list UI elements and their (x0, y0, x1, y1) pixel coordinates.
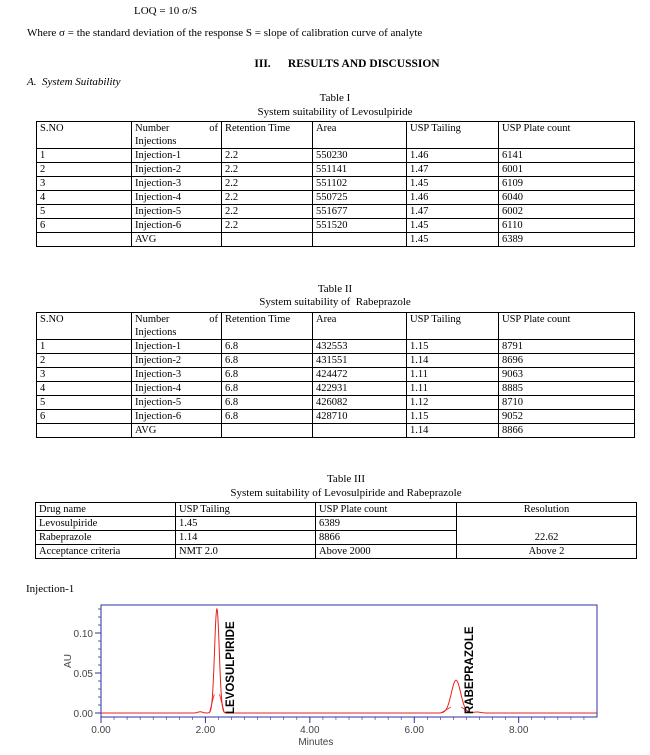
table1-header-cell: S.NO (37, 122, 132, 149)
table2-cell: 6.8 (222, 368, 313, 382)
table2-cell: 3 (37, 368, 132, 382)
table1-cell: 1.47 (407, 205, 499, 219)
table3-header-cell: Resolution (457, 503, 637, 517)
table2-row (37, 340, 635, 354)
table3-cell: 1.45 (176, 517, 316, 531)
table2-cell: Injection-6 (132, 410, 222, 424)
table2-cell: 1.15 (407, 410, 499, 424)
peak-label: LEVOSULPIRIDE (224, 621, 237, 714)
table2-header-cell: USP Tailing (407, 313, 499, 340)
table1-cell: 1 (37, 149, 132, 163)
table2-cell: 6.8 (222, 396, 313, 410)
section-heading: III. RESULTS AND DISCUSSION (254, 58, 440, 70)
table1-cell: 1.45 (407, 233, 499, 247)
table1-cell: 6389 (499, 233, 635, 247)
table3-cell: Above 2 (457, 545, 637, 559)
table1-cell: 1.46 (407, 149, 499, 163)
x-axis-label: Minutes (298, 737, 334, 748)
table2-row (37, 368, 635, 382)
table1-cell: 1.45 (407, 177, 499, 191)
table2-cell: 424472 (313, 368, 407, 382)
table2-cell: 9063 (499, 368, 635, 382)
table1-title: System suitability of Levosulpiride (257, 106, 413, 118)
table2-cell (222, 424, 313, 438)
table1-row (37, 205, 635, 219)
table1-cell: 6002 (499, 205, 635, 219)
table2-cell (37, 424, 132, 438)
table2-row (37, 396, 635, 410)
y-tick-label: 0.00 (73, 709, 93, 720)
x-tick-label: 0.00 (91, 725, 111, 736)
table2-cell: 1.11 (407, 382, 499, 396)
table3-header-cell: USP Plate count (316, 503, 457, 517)
table1-cell: 6040 (499, 191, 635, 205)
table3-cell: 6389 (316, 517, 457, 531)
table1-cell: 2.2 (222, 163, 313, 177)
table2-cell: 5 (37, 396, 132, 410)
table1-cell: Injection-5 (132, 205, 222, 219)
table3-row (36, 517, 637, 531)
table2-cell: 1.14 (407, 424, 499, 438)
table2-cell: 6.8 (222, 340, 313, 354)
table2-cell: 9052 (499, 410, 635, 424)
table1-row (37, 149, 635, 163)
table3-cell: Acceptance criteria (36, 545, 176, 559)
table2-cell: 431551 (313, 354, 407, 368)
chromatogram-label: Injection-1 (26, 583, 75, 595)
table3-header-cell: USP Tailing (176, 503, 316, 517)
table1-label: Table I (319, 92, 351, 104)
table1-header-cell: USP Plate count (499, 122, 635, 149)
table1-header-row (37, 122, 635, 149)
loq-formula: LOQ = 10 σ/S (134, 5, 198, 17)
table3-header-cell: Drug name (36, 503, 176, 517)
table1-cell: 2.2 (222, 177, 313, 191)
table1-header-cell: Number of Injections (132, 122, 222, 149)
chromatogram-trace (101, 609, 597, 713)
table2-cell: AVG (132, 424, 222, 438)
table2-cell: 6.8 (222, 382, 313, 396)
table2-cell: Injection-4 (132, 382, 222, 396)
table1-avg-row (37, 233, 635, 247)
table1-cell: 5 (37, 205, 132, 219)
table1-header-cell: Area (313, 122, 407, 149)
table2-cell: 432553 (313, 340, 407, 354)
table1-cell: 1.47 (407, 163, 499, 177)
table1 (36, 121, 635, 247)
table2-header-cell: Retention Time (222, 313, 313, 340)
table2-cell: 6.8 (222, 410, 313, 424)
integration-mark (220, 694, 225, 713)
table2-cell: Injection-1 (132, 340, 222, 354)
table1-header-cell: Retention Time (222, 122, 313, 149)
table1-cell: AVG (132, 233, 222, 247)
y-tick-label: 0.10 (73, 629, 93, 640)
table1-cell: Injection-1 (132, 149, 222, 163)
table1-row (37, 191, 635, 205)
table2-cell: 8710 (499, 396, 635, 410)
table2-cell: 428710 (313, 410, 407, 424)
table1-cell: 551141 (313, 163, 407, 177)
table3-header-row (36, 503, 637, 517)
table2-cell: 8696 (499, 354, 635, 368)
table3-cell: NMT 2.0 (176, 545, 316, 559)
table2-cell: 1.15 (407, 340, 499, 354)
table3-cell: 1.14 (176, 531, 316, 545)
table2-cell: Injection-5 (132, 396, 222, 410)
table2-row (37, 354, 635, 368)
table3-resolution-cell: 22.62 (457, 517, 637, 545)
table2-cell: 1 (37, 340, 132, 354)
table2-header-cell: S.NO (37, 313, 132, 340)
table1-cell: 3 (37, 177, 132, 191)
where-text: Where σ = the standard deviation of the response S = slope of calibration curve of analyte (27, 27, 423, 39)
table3-cell: Rabeprazole (36, 531, 176, 545)
table1-cell: 551520 (313, 219, 407, 233)
table1-cell: 6110 (499, 219, 635, 233)
x-tick-label: 2.00 (195, 725, 216, 736)
x-tick-label: 4.00 (300, 725, 320, 736)
table2-header-cell: Number of Injections (132, 313, 222, 340)
table1-cell: Injection-4 (132, 191, 222, 205)
table3-title: System suitability of Levosulpiride and Rabeprazole (230, 487, 462, 499)
table2-header-cell: USP Plate count (499, 313, 635, 340)
table1-cell: 2.2 (222, 191, 313, 205)
table2-cell (313, 424, 407, 438)
table1-cell: 2.2 (222, 205, 313, 219)
table2-cell: 8866 (499, 424, 635, 438)
table2-cell: 4 (37, 382, 132, 396)
table1-cell: 6 (37, 219, 132, 233)
table1-header-cell: USP Tailing (407, 122, 499, 149)
x-tick-label: 6.00 (404, 725, 424, 736)
subsection-heading: A. System Suitability (27, 76, 121, 88)
table1-cell (37, 233, 132, 247)
table3 (35, 502, 637, 559)
table2-cell: 426082 (313, 396, 407, 410)
table1-cell: 2 (37, 163, 132, 177)
plot-frame (101, 605, 597, 717)
table2 (36, 312, 635, 438)
table2-cell: 8791 (499, 340, 635, 354)
table2-title: System suitability of Rabeprazole (259, 296, 411, 308)
table2-cell: 1.12 (407, 396, 499, 410)
table2-header-row (37, 313, 635, 340)
table2-row (37, 382, 635, 396)
table1-cell: 6001 (499, 163, 635, 177)
table1-cell: Injection-3 (132, 177, 222, 191)
table1-row (37, 163, 635, 177)
table1-cell: 1.45 (407, 219, 499, 233)
table2-cell: Injection-3 (132, 368, 222, 382)
table1-cell: 1.46 (407, 191, 499, 205)
table1-cell: Injection-6 (132, 219, 222, 233)
table2-cell: Injection-2 (132, 354, 222, 368)
table1-cell: 6109 (499, 177, 635, 191)
table2-cell: 8885 (499, 382, 635, 396)
table2-row (37, 410, 635, 424)
integration-mark (209, 694, 214, 713)
table1-cell: 2.2 (222, 219, 313, 233)
table2-cell: 2 (37, 354, 132, 368)
table1-cell: 2.2 (222, 149, 313, 163)
table2-cell: 422931 (313, 382, 407, 396)
table3-cell: Levosulpiride (36, 517, 176, 531)
table1-row (37, 219, 635, 233)
table3-cell: 8866 (316, 531, 457, 545)
table1-cell: Injection-2 (132, 163, 222, 177)
table2-label: Table II (317, 283, 353, 295)
table1-cell: 551102 (313, 177, 407, 191)
table3-acceptance-row (36, 545, 637, 559)
chromatogram-chart (0, 595, 650, 755)
table3-label: Table III (326, 473, 365, 485)
table1-cell (222, 233, 313, 247)
table2-cell: 1.14 (407, 354, 499, 368)
table1-cell: 550725 (313, 191, 407, 205)
y-axis-label: AU (63, 654, 74, 668)
table1-row (37, 177, 635, 191)
y-tick-label: 0.05 (73, 669, 93, 680)
table1-cell (313, 233, 407, 247)
table2-avg-row (37, 424, 635, 438)
table3-cell: Above 2000 (316, 545, 457, 559)
table1-cell: 4 (37, 191, 132, 205)
table2-cell: 6.8 (222, 354, 313, 368)
table2-cell: 1.11 (407, 368, 499, 382)
x-tick-label: 8.00 (508, 725, 529, 736)
table1-cell: 551677 (313, 205, 407, 219)
table1-cell: 6141 (499, 149, 635, 163)
table2-header-cell: Area (313, 313, 407, 340)
peak-label: RABEPRAZOLE (464, 626, 477, 714)
integration-mark (441, 707, 451, 713)
table2-cell: 6 (37, 410, 132, 424)
table1-cell: 550230 (313, 149, 407, 163)
